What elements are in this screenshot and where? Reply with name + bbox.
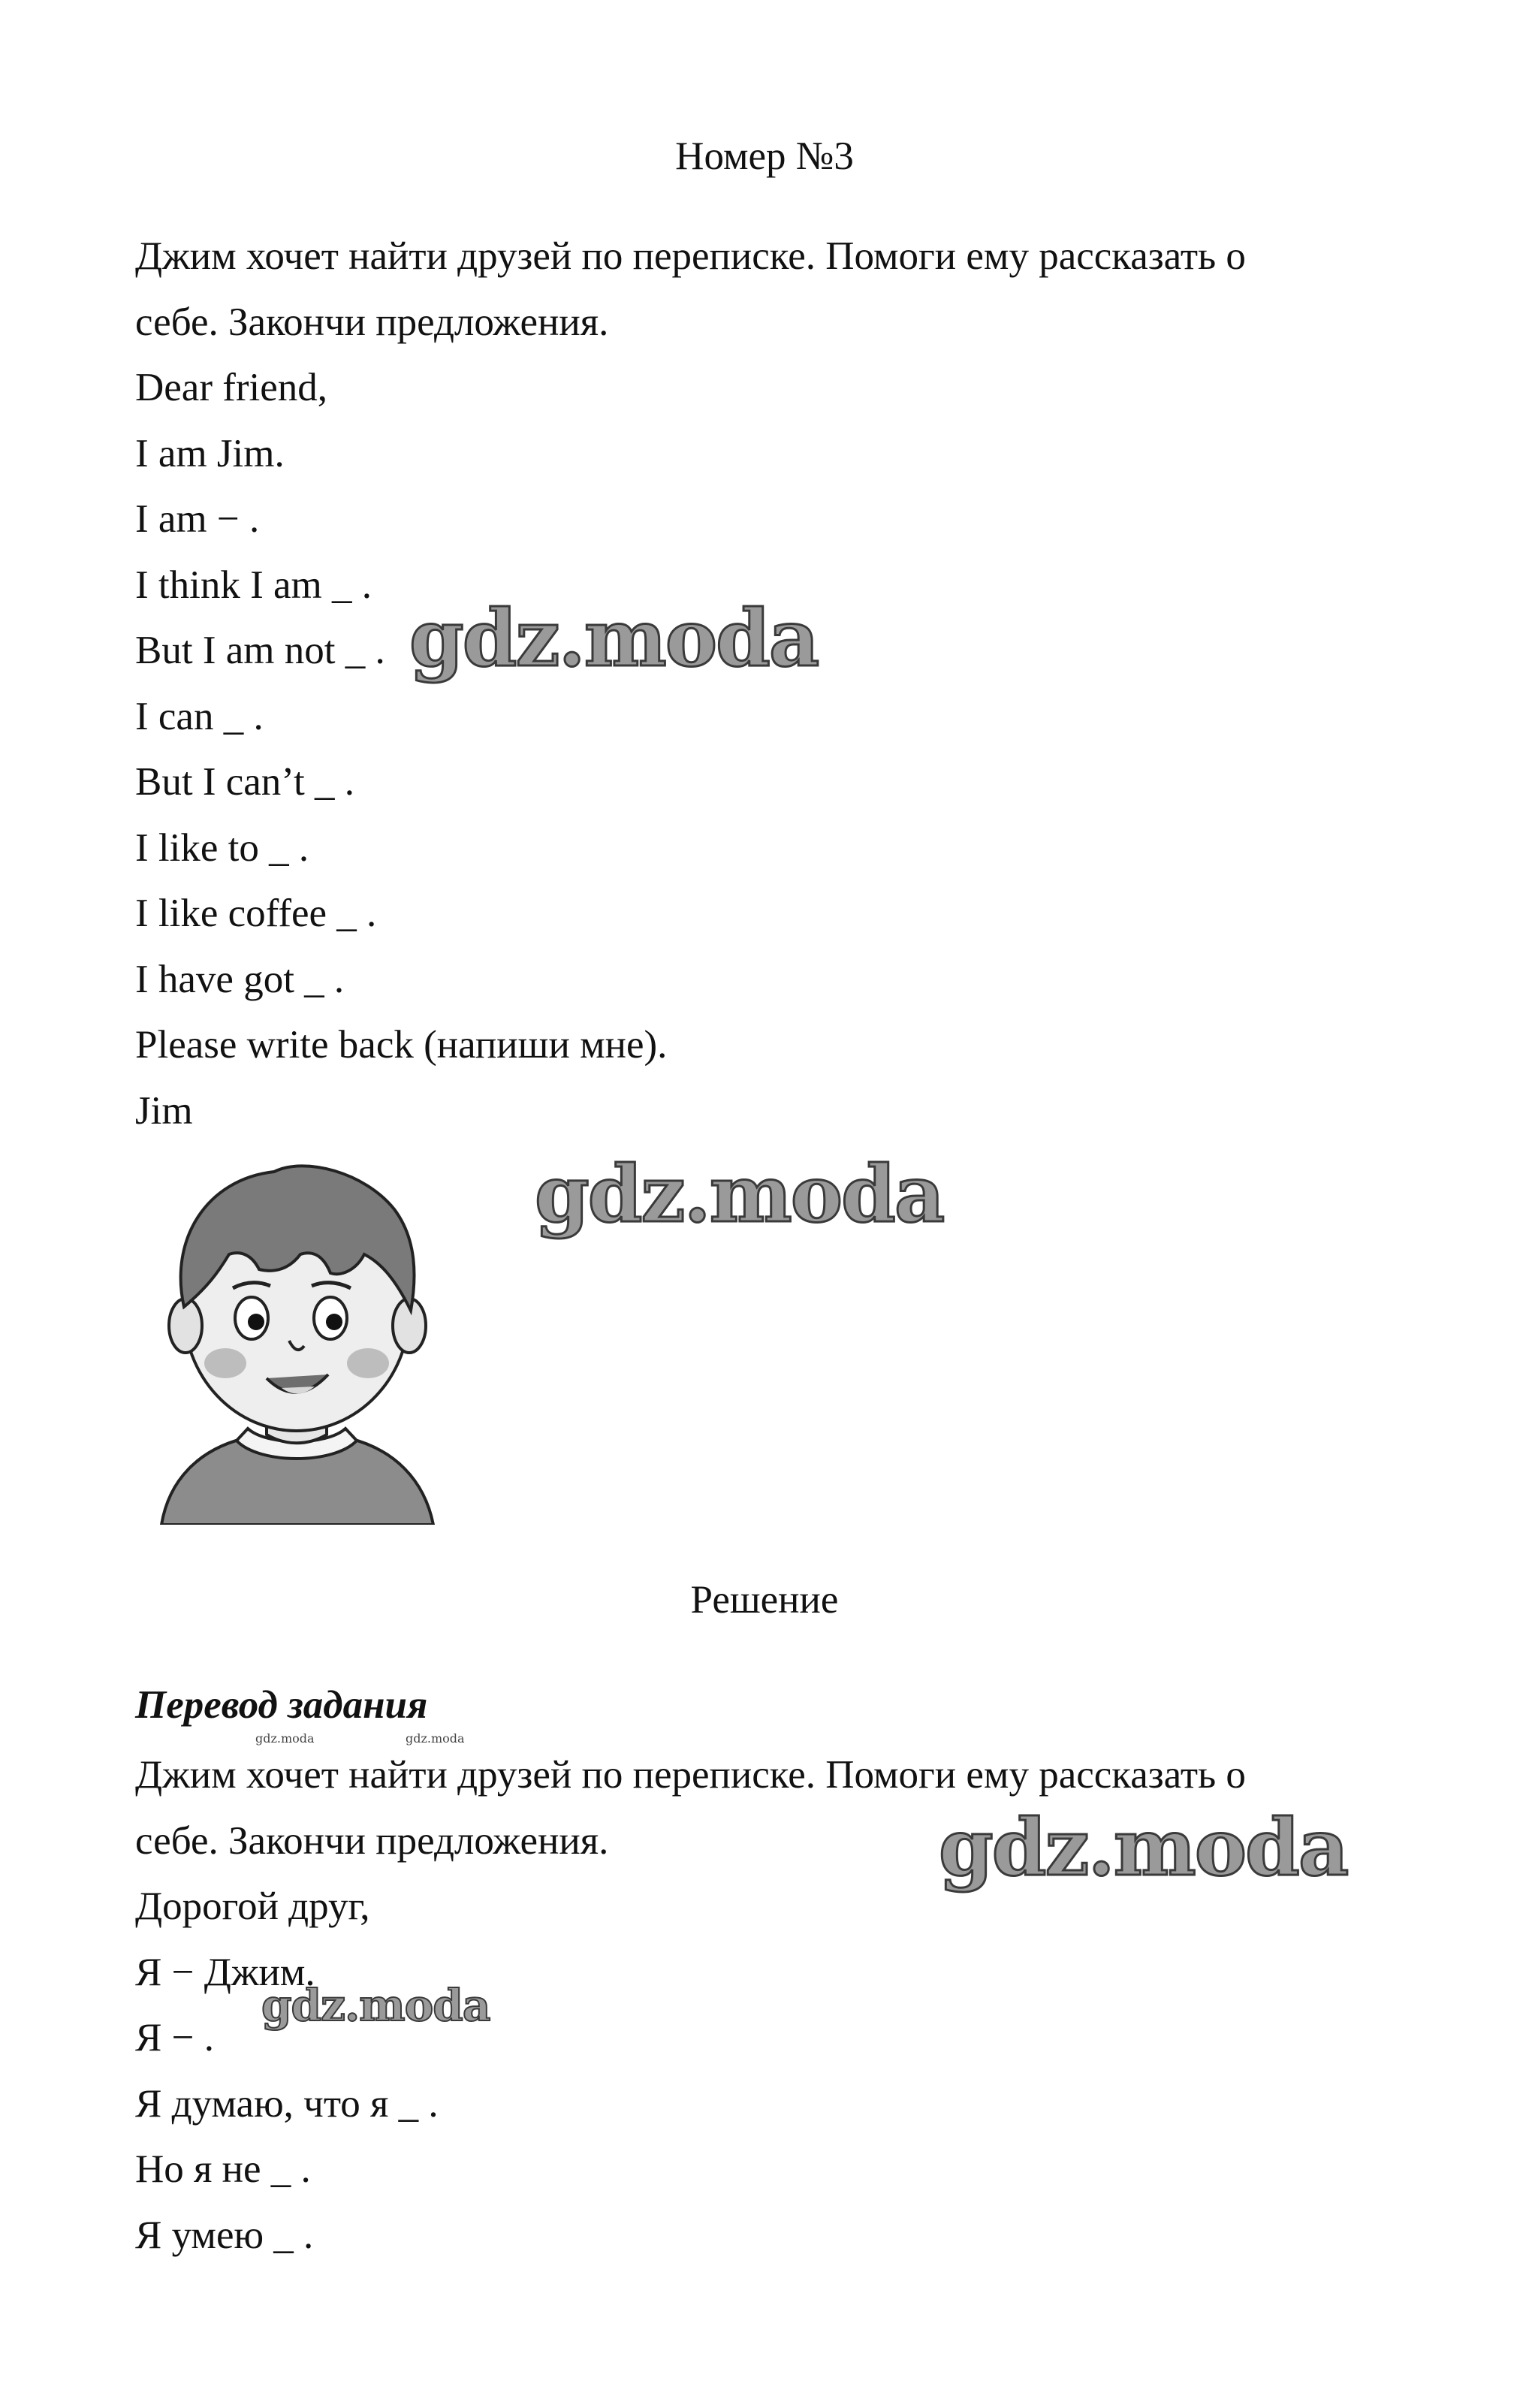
task-line: I can _ .	[135, 694, 264, 738]
translation-heading: Перевод задания	[135, 1683, 428, 1727]
translation-line: Дорогой друг,	[135, 1884, 370, 1928]
watermark: gdz.moda	[535, 1148, 944, 1240]
task-line: Джим хочет найти друзей по переписке. Помоги ему рассказать о	[135, 234, 1246, 278]
translation-line: себе. Закончи предложения.	[135, 1818, 609, 1863]
watermark: gdz.moda	[261, 1980, 490, 2031]
task-line: But I can’t _ .	[135, 760, 354, 804]
translation-line: Но я не _ .	[135, 2147, 311, 2191]
task-line: I like coffee _ .	[135, 892, 377, 935]
solution-heading: Решение	[690, 1578, 839, 1622]
task-line: Jim	[135, 1088, 193, 1133]
translation-line: Я − Джим.	[135, 1950, 315, 1994]
watermark: gdz.moda	[406, 1731, 465, 1746]
task-line: Dear friend,	[135, 366, 328, 409]
watermark: gdz.moda	[409, 592, 819, 684]
boy-portrait-icon	[154, 1149, 439, 1525]
translation-line: Я умею _ .	[135, 2213, 314, 2257]
watermark: gdz.moda	[255, 1731, 315, 1746]
watermark: gdz.moda	[939, 1801, 1348, 1894]
task-line: I have got _ .	[135, 957, 345, 1001]
task-line: I am − .	[135, 497, 260, 541]
page-title: Номер №3	[675, 134, 854, 178]
task-line: себе. Закончи предложения.	[135, 300, 609, 344]
task-line: I am Jim.	[135, 431, 285, 475]
task-line: I think I am _ .	[135, 563, 372, 607]
task-line: But I am not _ .	[135, 629, 385, 672]
translation-line: Я − .	[135, 2016, 214, 2059]
task-line: Please write back (напиши мне).	[135, 1023, 668, 1067]
translation-line: Я думаю, что я _ .	[135, 2081, 439, 2126]
translation-line: Джим хочет найти друзей по переписке. Помоги ему рассказать о	[135, 1753, 1246, 1797]
task-line: I like to _ .	[135, 825, 309, 870]
